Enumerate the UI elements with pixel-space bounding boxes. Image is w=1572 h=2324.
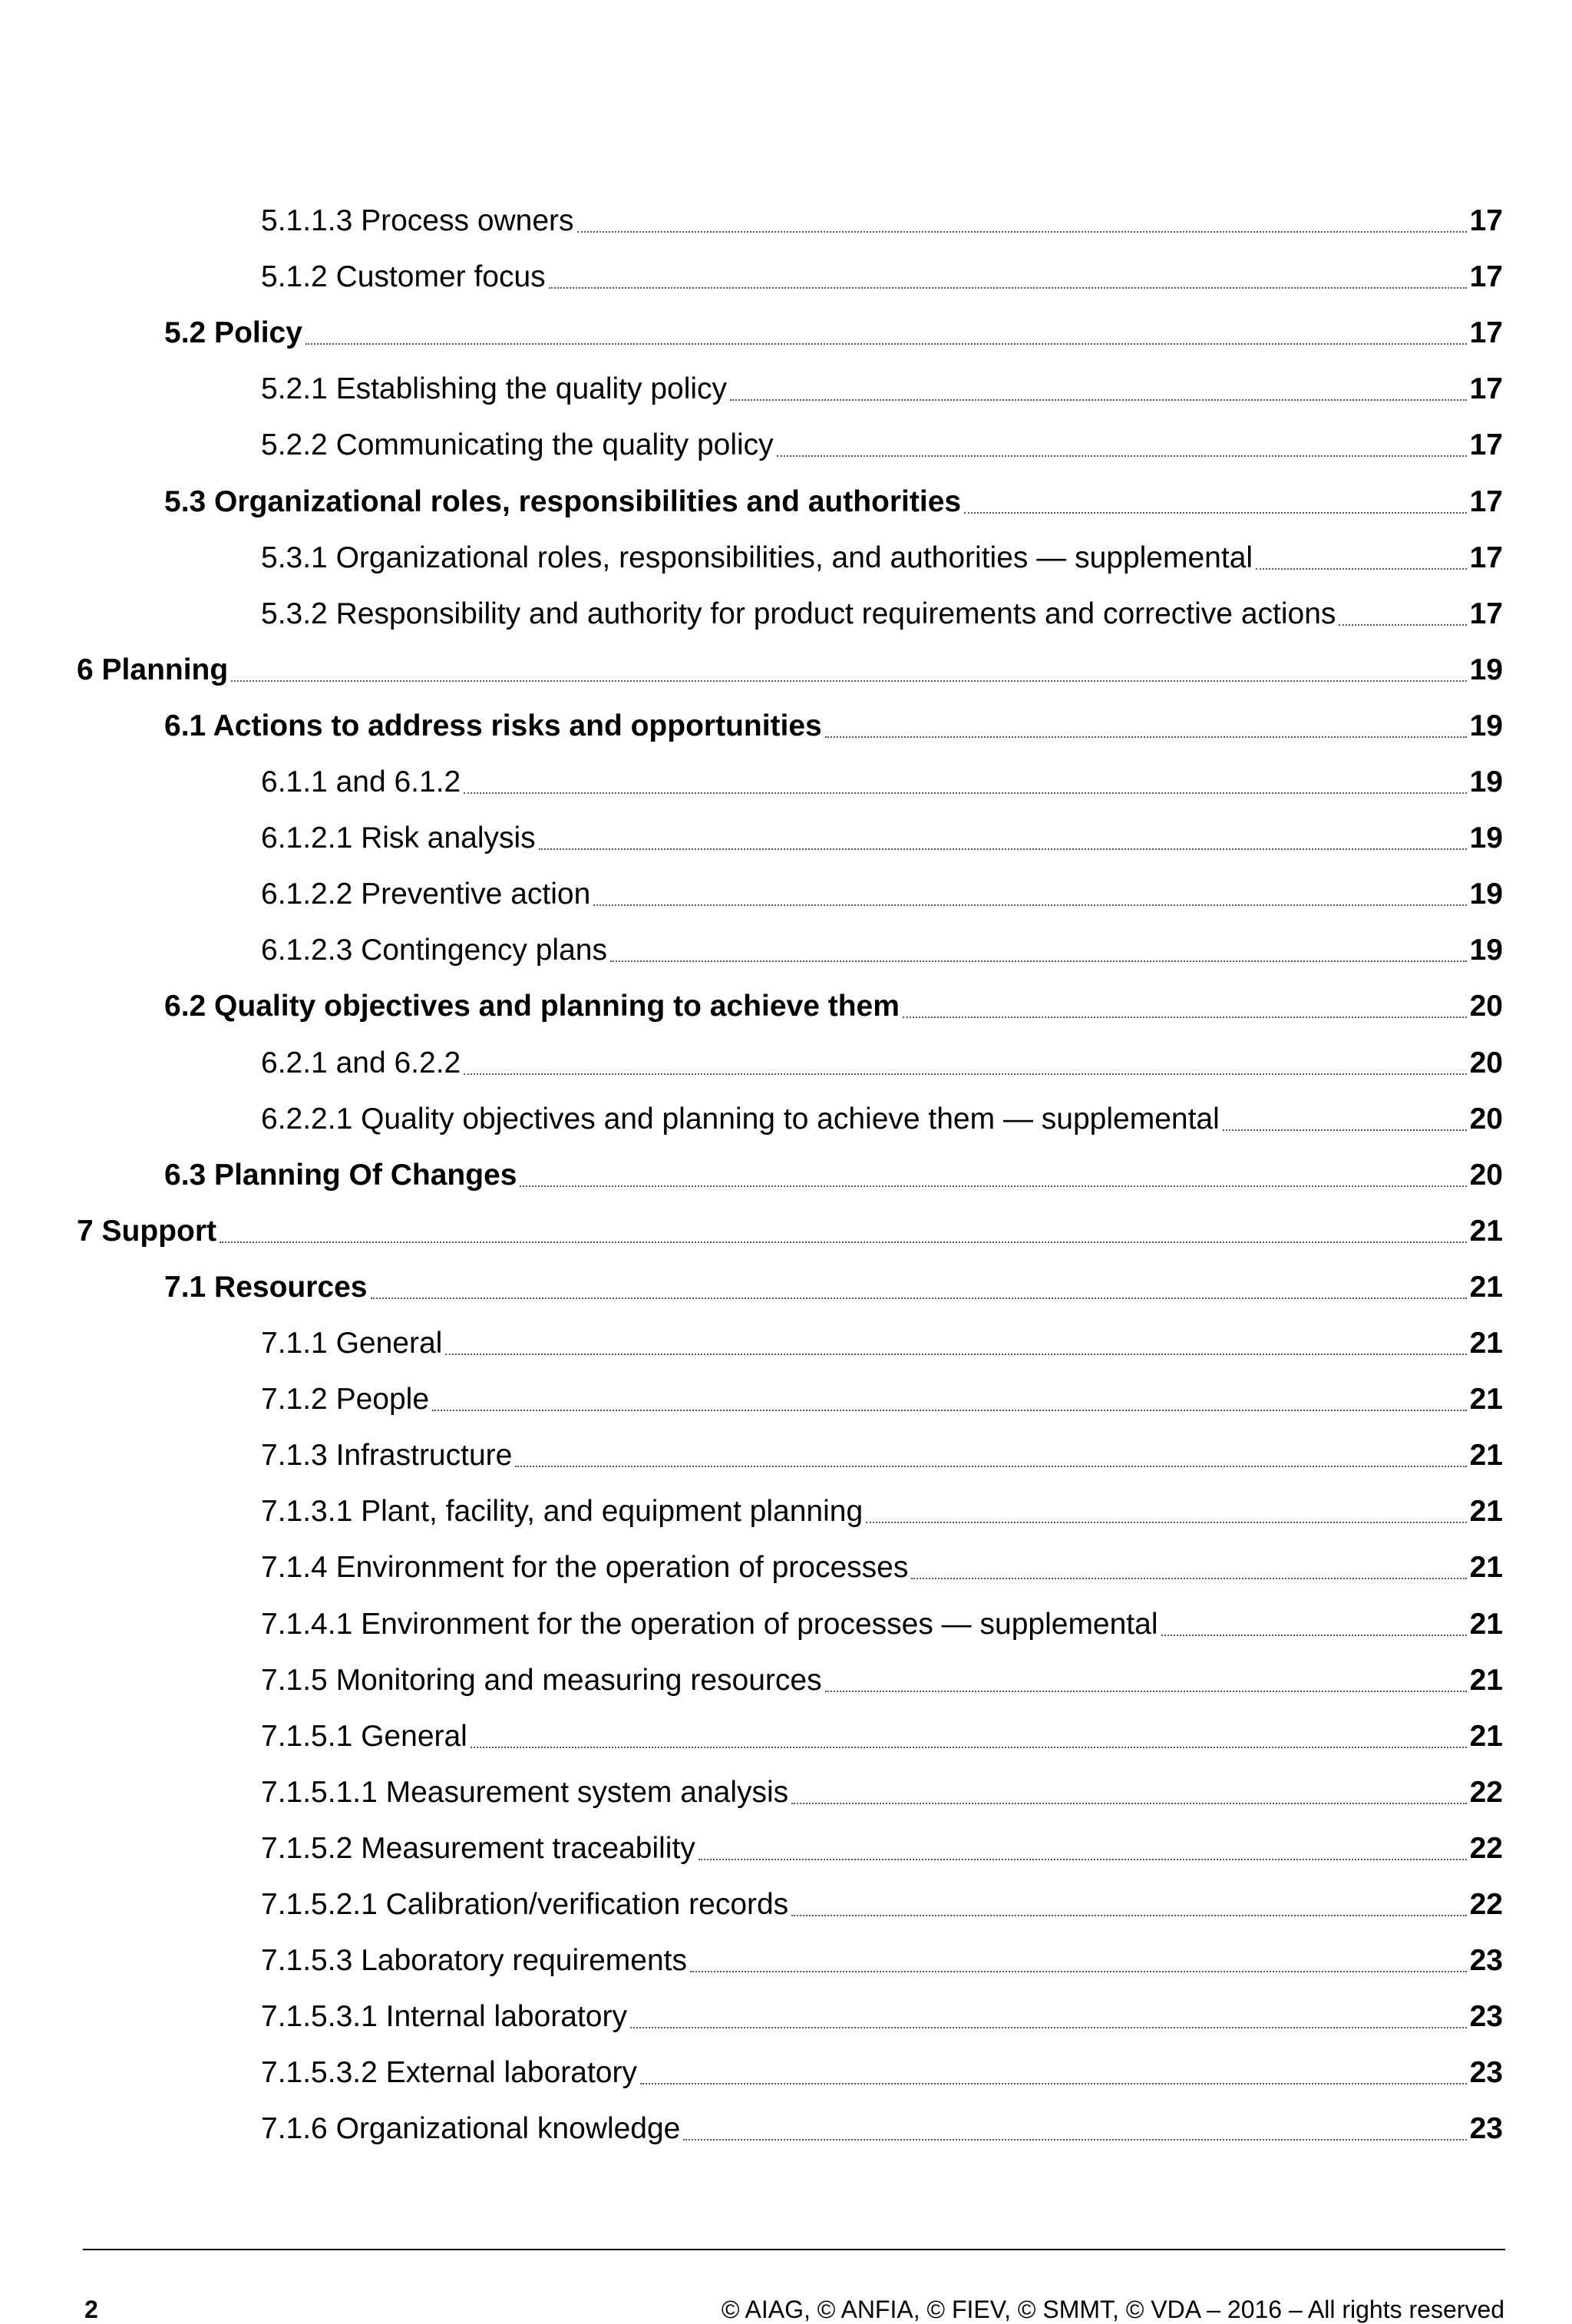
toc-entry-title: 5.1.2 Customer focus: [261, 260, 546, 293]
toc-entry[interactable]: [261, 2050, 1503, 2096]
toc-entry[interactable]: [261, 1040, 1503, 1086]
toc-entry[interactable]: [164, 983, 1503, 1030]
toc-dot-leader: [1223, 1129, 1467, 1131]
footer-page-number: 2: [84, 2296, 98, 2323]
toc-entry-page: 19: [1469, 765, 1503, 798]
toc-dot-leader: [464, 792, 1466, 794]
toc-entry-title: 5.1.1.3 Process owners: [261, 204, 574, 237]
toc-dot-leader: [610, 960, 1467, 962]
toc-dot-leader: [791, 1915, 1466, 1916]
toc-dot-leader: [577, 231, 1467, 233]
toc-entry-page: 23: [1469, 2056, 1503, 2089]
footer-divider: [83, 2249, 1505, 2250]
toc-entry-page: 21: [1469, 1271, 1503, 1304]
toc-entry-page: 21: [1469, 1439, 1503, 1472]
toc-dot-leader: [640, 2083, 1467, 2084]
toc-dot-leader: [1161, 1635, 1467, 1636]
toc-entry[interactable]: [164, 703, 1503, 749]
toc-entry-page: 21: [1469, 1327, 1503, 1360]
toc-entry[interactable]: [261, 535, 1503, 581]
toc-entry[interactable]: [261, 1658, 1503, 1704]
toc-dot-leader: [593, 904, 1466, 906]
toc-entry-title: 7.1.1 General: [261, 1327, 443, 1360]
toc-entry-page: 17: [1469, 316, 1503, 349]
toc-dot-leader: [471, 1747, 1467, 1748]
toc-entry-title: 6.1.2.3 Contingency plans: [261, 934, 607, 967]
toc-entry-page: 17: [1469, 372, 1503, 405]
toc-entry-title: 7.1.5.1.1 Measurement system analysis: [261, 1776, 789, 1809]
toc-dot-leader: [690, 1971, 1467, 1972]
toc-entry-page: 19: [1469, 709, 1503, 742]
toc-entry-title: 6.1.2.2 Preventive action: [261, 878, 591, 911]
toc-entry[interactable]: [261, 1377, 1503, 1423]
toc-dot-leader: [825, 1691, 1467, 1692]
toc-entry[interactable]: [261, 927, 1503, 974]
toc-entry-title: 5.2.2 Communicating the quality policy: [261, 428, 774, 461]
toc-entry[interactable]: [261, 2106, 1503, 2152]
toc-dot-leader: [866, 1522, 1466, 1523]
toc-entry-page: 22: [1469, 1888, 1503, 1921]
toc-entry-title: 6.3 Planning Of Changes: [164, 1159, 517, 1192]
toc-entry-page: 21: [1469, 1664, 1503, 1697]
toc-entry[interactable]: [164, 1264, 1503, 1311]
toc-dot-leader: [515, 1466, 1466, 1467]
toc-dot-leader: [730, 399, 1467, 401]
toc-entry[interactable]: [261, 871, 1503, 917]
toc-entry-page: 23: [1469, 2000, 1503, 2033]
toc-entry-page: 20: [1469, 1046, 1503, 1079]
toc-entry-title: 5.3.2 Responsibility and authority for product requirements and corrective actions: [261, 597, 1336, 630]
toc-entry[interactable]: [261, 254, 1503, 300]
toc-entry-page: 19: [1469, 821, 1503, 855]
toc-entry-title: 5.3 Organizational roles, responsibilities and authorities: [164, 485, 962, 518]
toc-dot-leader: [445, 1354, 1466, 1355]
toc-entry-title: 7.1.3 Infrastructure: [261, 1439, 513, 1472]
toc-entry-title: 6.2.2.1 Quality objectives and planning to achieve them — supplemental: [261, 1102, 1220, 1136]
toc-entry-page: 22: [1469, 1776, 1503, 1809]
toc-entry-page: 21: [1469, 1608, 1503, 1641]
toc-entry-title: 6 Planning: [77, 653, 229, 686]
toc-entry[interactable]: [77, 1208, 1503, 1255]
toc-entry-page: 19: [1469, 934, 1503, 967]
toc-entry-title: 6.1 Actions to address risks and opportunities: [164, 709, 822, 742]
toc-dot-leader: [220, 1241, 1467, 1243]
toc-entry-page: 17: [1469, 260, 1503, 293]
toc-entry-title: 7.1.5 Monitoring and measuring resources: [261, 1664, 822, 1697]
toc-dot-leader: [231, 680, 1466, 682]
toc-entry-title: 5.3.1 Organizational roles, responsibilities, and authorities — supplemental: [261, 541, 1253, 574]
toc-entry-title: 7.1.5.3 Laboratory requirements: [261, 1944, 687, 1977]
toc-dot-leader: [791, 1803, 1466, 1804]
toc-entry-page: 17: [1469, 597, 1503, 630]
toc-entry-title: 6.2.1 and 6.2.2: [261, 1046, 461, 1079]
toc-entry[interactable]: [261, 1433, 1503, 1479]
toc-entry-page: 21: [1469, 1495, 1503, 1528]
toc-entry-page: 17: [1469, 428, 1503, 461]
toc-dot-leader: [683, 2139, 1466, 2141]
toc-entry-title: 5.2.1 Establishing the quality policy: [261, 372, 728, 405]
toc-entry-title: 6.2 Quality objectives and planning to achieve them: [164, 990, 900, 1023]
toc-entry[interactable]: [261, 422, 1503, 468]
toc-entry[interactable]: [261, 1770, 1503, 1816]
toc-entry-page: 21: [1469, 1215, 1503, 1248]
toc-dot-leader: [371, 1298, 1467, 1299]
toc-dot-leader: [777, 455, 1467, 457]
toc-entry[interactable]: [261, 366, 1503, 412]
toc-entry[interactable]: [261, 1826, 1503, 1872]
toc-entry-title: 7.1.4 Environment for the operation of processes: [261, 1551, 909, 1584]
toc-entry-title: 7.1.5.3.2 External laboratory: [261, 2056, 637, 2089]
toc-entry-page: 22: [1469, 1832, 1503, 1865]
toc-dot-leader: [549, 287, 1467, 289]
toc-dot-leader: [630, 2027, 1467, 2028]
toc-dot-leader: [432, 1410, 1467, 1411]
toc-entry-page: 23: [1469, 1944, 1503, 1977]
toc-dot-leader: [520, 1185, 1466, 1187]
toc-dot-leader: [911, 1578, 1466, 1579]
toc-entry[interactable]: [261, 1489, 1503, 1535]
footer-copyright: © AIAG, © ANFIA, © FIEV, © SMMT, © VDA – 2016 – All rights reserved: [721, 2296, 1504, 2323]
toc-entry-page: 17: [1469, 204, 1503, 237]
toc-entry[interactable]: [261, 1938, 1503, 1984]
toc-entry[interactable]: [261, 591, 1503, 637]
toc-entry-title: 6.1.1 and 6.1.2: [261, 765, 461, 798]
toc-entry[interactable]: [261, 1994, 1503, 2040]
toc-entry[interactable]: [261, 815, 1503, 861]
toc-entry[interactable]: [261, 198, 1503, 244]
toc-entry[interactable]: [261, 1714, 1503, 1760]
toc-entry-title: 7 Support: [77, 1215, 216, 1248]
toc-dot-leader: [305, 343, 1467, 345]
toc-entry-page: 21: [1469, 1720, 1503, 1753]
toc-entry[interactable]: [164, 1152, 1503, 1198]
toc-entry-page: 19: [1469, 878, 1503, 911]
toc-entry-title: 7.1.5.2 Measurement traceability: [261, 1832, 695, 1865]
toc-entry-title: 5.2 Policy: [164, 316, 302, 349]
toc-entry-title: 7.1.5.2.1 Calibration/verification records: [261, 1888, 789, 1921]
toc-dot-leader: [964, 512, 1467, 514]
toc-entry-title: 7.1.2 People: [261, 1383, 430, 1416]
toc-entry[interactable]: [261, 1321, 1503, 1367]
toc-entry[interactable]: [261, 1545, 1503, 1591]
toc-entry-title: 7.1.6 Organizational knowledge: [261, 2112, 681, 2145]
toc-dot-leader: [825, 736, 1467, 738]
toc-dot-leader: [539, 848, 1467, 850]
toc-dot-leader: [1339, 624, 1466, 626]
toc-entry[interactable]: [261, 759, 1503, 805]
toc-entry-title: 7.1.5.3.1 Internal laboratory: [261, 2000, 627, 2033]
toc-entry-page: 21: [1469, 1383, 1503, 1416]
toc-entry[interactable]: [261, 1096, 1503, 1142]
toc-entry-page: 17: [1469, 485, 1503, 518]
toc-dot-leader: [464, 1073, 1466, 1075]
toc-dot-leader: [903, 1017, 1467, 1018]
toc-entry[interactable]: [164, 310, 1503, 356]
toc-entry-page: 17: [1469, 541, 1503, 574]
toc-entry-page: 20: [1469, 990, 1503, 1023]
toc-entry-title: 7.1.5.1 General: [261, 1720, 467, 1753]
toc-dot-leader: [698, 1859, 1467, 1860]
toc-entry[interactable]: [77, 647, 1503, 693]
toc-entry-page: 20: [1469, 1102, 1503, 1136]
toc-entry[interactable]: [261, 1602, 1503, 1648]
toc-entry-page: 23: [1469, 2112, 1503, 2145]
toc-dot-leader: [1256, 568, 1467, 570]
toc-entry-page: 20: [1469, 1159, 1503, 1192]
toc-entry-title: 7.1.3.1 Plant, facility, and equipment planning: [261, 1495, 864, 1528]
toc-entry-title: 7.1 Resources: [164, 1271, 368, 1304]
toc-entry-page: 21: [1469, 1551, 1503, 1584]
toc-entry-title: 7.1.4.1 Environment for the operation of processes — supplemental: [261, 1608, 1158, 1641]
toc-entry-title: 6.1.2.1 Risk analysis: [261, 821, 536, 855]
toc-entry[interactable]: [261, 1882, 1503, 1928]
toc-entry[interactable]: [164, 479, 1503, 525]
toc-entry-page: 19: [1469, 653, 1503, 686]
